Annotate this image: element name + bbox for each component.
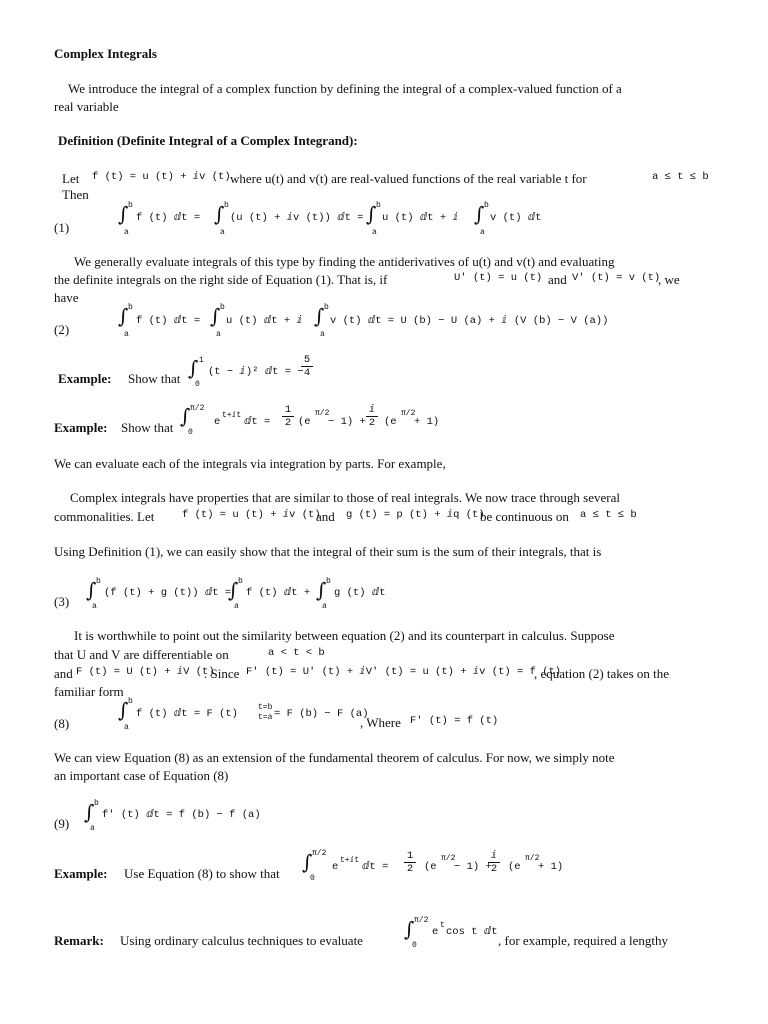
- eq3-upper-limit: b: [326, 577, 331, 586]
- def-range: a ≤ t ≤ b: [652, 171, 709, 183]
- example3-half: [404, 850, 416, 875]
- remark-rest: cos t ⅆt: [446, 926, 498, 938]
- eq1-upper-limit: b: [224, 201, 229, 210]
- example3-lower: 0: [310, 874, 315, 883]
- example3-text: Use Equation (8) to show that: [124, 866, 280, 881]
- example3-exponent: t+ⅈt: [340, 856, 360, 865]
- example1-label: Example:: [58, 371, 112, 386]
- eq3-lower-limit: a: [322, 602, 327, 611]
- parts-text: We can evaluate each of the integrals via integration by parts. For example,: [54, 456, 446, 471]
- para2-and: and: [548, 272, 567, 287]
- integral-sign: ∫: [118, 698, 129, 722]
- eq3-upper-limit: b: [238, 577, 243, 586]
- example2-paren1-end: − 1) +: [328, 416, 366, 428]
- remark-text: Using ordinary calculus techniques to evaluate: [120, 933, 363, 948]
- sum-text: Using Definition (1), we can easily show that the integral of their sum is the sum of their integrals, that is: [54, 544, 602, 559]
- integral-sign: ∫: [214, 202, 225, 226]
- similarity-line1: It is worthwhile to point out the similarity between equation (2) and its counterpart in calculus. Suppose: [74, 628, 615, 643]
- eq8-where-equation: F' (t) = f (t): [410, 715, 499, 727]
- eq2-upper-limit: b: [220, 303, 225, 312]
- eq8-eval-bottom: t=a: [258, 713, 273, 722]
- integral-sign: ∫: [84, 800, 95, 824]
- eq1-lower-limit: a: [220, 228, 225, 237]
- intro-line-1: We introduce the integral of a complex function by defining the integral of a complex-valued function of a: [68, 81, 622, 96]
- eq8-part2: = F (b) − F (a): [274, 708, 369, 720]
- page-title: Complex Integrals: [54, 46, 157, 61]
- example2-i-half: [366, 404, 378, 429]
- example3-i-half: [488, 850, 500, 875]
- example2-paren1: (e: [298, 416, 311, 428]
- example2-exp1: π/2: [315, 409, 330, 418]
- remark-label: Remark:: [54, 933, 104, 948]
- fraction-numerator: ⅈ: [366, 404, 378, 417]
- para2-line2-end: , we: [658, 272, 680, 287]
- remark-lower: 0: [412, 941, 417, 950]
- example1-lower: 0: [195, 380, 200, 389]
- example3-exp2: π/2: [525, 854, 540, 863]
- para2-line3: have: [54, 290, 79, 305]
- ftc-line1: We can view Equation (8) as an extension of the fundamental theorem of calculus. For now, we simply note: [54, 750, 615, 765]
- eq9-lower-limit: a: [90, 824, 95, 833]
- para2-line1: We generally evaluate integrals of this type by finding the antiderivatives of u(t) and v(t) and evaluating: [74, 254, 615, 269]
- example2-lower: 0: [188, 428, 193, 437]
- integral-sign: ∫: [118, 202, 129, 226]
- fraction-numerator: 1: [282, 404, 294, 417]
- eq2-part2: u (t) ⅆt + ⅈ: [226, 315, 303, 327]
- remark-exponent: t: [440, 921, 445, 930]
- similarity-F-definition: F (t) = U (t) + ⅈV (t): [76, 666, 215, 678]
- eq2-label: (2): [54, 322, 70, 337]
- example3-dt: ⅆt =: [362, 861, 389, 873]
- fraction-denominator: 4: [303, 367, 311, 379]
- integral-sign: ∫: [188, 356, 199, 380]
- properties-line2: commonalities. Let: [54, 509, 155, 524]
- intro-line-2: real variable: [54, 99, 119, 114]
- fraction-denominator: 2: [284, 417, 292, 429]
- eq1-part1: f (t) ⅆt =: [136, 212, 201, 224]
- example3-paren2-end: + 1): [538, 861, 564, 873]
- integral-sign: ∫: [228, 578, 239, 602]
- integral-sign: ∫: [210, 304, 221, 328]
- eq1-lower-limit: a: [124, 228, 129, 237]
- example2-half: [282, 404, 294, 429]
- example1-upper: 1: [199, 356, 204, 365]
- similarity-range: a < t < b: [268, 647, 325, 659]
- eq2-part3: v (t) ⅆt = U (b) − U (a) + ⅈ (V (b) − V (a)): [330, 315, 609, 327]
- example1-fraction: [301, 354, 313, 379]
- eq3-label: (3): [54, 594, 70, 609]
- def-then: Then: [62, 187, 89, 202]
- integral-sign: ∫: [366, 202, 377, 226]
- similarity-Fprime: F' (t) = U' (t) + ⅈV' (t) = u (t) + ⅈv (t) = f (t): [246, 666, 562, 678]
- eq1-lower-limit: a: [480, 228, 485, 237]
- remark-upper: π/2: [414, 916, 429, 925]
- integral-sign: ∫: [316, 578, 327, 602]
- eq2-lower-limit: a: [320, 330, 325, 339]
- fraction-denominator: 2: [406, 863, 414, 875]
- example1-integrand: (t − ⅈ)² ⅆt = −: [208, 366, 304, 378]
- properties-f-equation: f (t) = u (t) + ⅈv (t): [182, 509, 321, 521]
- remark-tail: , for example, required a lengthy: [498, 933, 669, 948]
- example2-dt: ⅆt =: [244, 416, 271, 428]
- eq9-upper-limit: b: [94, 799, 99, 808]
- def-where-text: where u(t) and v(t) are real-valued functions of the real variable t for: [230, 171, 587, 186]
- definition-heading: Definition (Definite Integral of a Complex Integrand):: [58, 133, 358, 148]
- example2-exponent: t+ⅈt: [222, 411, 242, 420]
- fraction-numerator: ⅈ: [488, 850, 500, 863]
- eq1-upper-limit: b: [376, 201, 381, 210]
- eq8-part1: f (t) ⅆt = F (t): [136, 708, 238, 720]
- integral-sign: ∫: [180, 404, 191, 428]
- eq8-label: (8): [54, 716, 70, 731]
- eq9-part: f' (t) ⅆt = f (b) − f (a): [102, 809, 261, 821]
- properties-line1: Complex integrals have properties that are similar to those of real integrals. We now trace through several: [70, 490, 620, 505]
- properties-and: and: [316, 509, 335, 524]
- integral-sign: ∫: [118, 304, 129, 328]
- example2-paren2: (e: [384, 416, 397, 428]
- def-let: Let: [62, 171, 80, 186]
- eq3-part3: g (t) ⅆt: [334, 587, 386, 599]
- example2-exp2: π/2: [401, 409, 416, 418]
- integral-sign: ∫: [474, 202, 485, 226]
- para2-U-equation: U' (t) = u (t): [454, 272, 543, 284]
- integral-sign: ∫: [314, 304, 325, 328]
- integral-sign: ∫: [86, 578, 97, 602]
- eq3-part1: (f (t) + g (t)) ⅆt =: [104, 587, 232, 599]
- example2-paren2-end: + 1): [414, 416, 440, 428]
- eq8-upper-limit: b: [128, 697, 133, 706]
- example2-text: Show that: [121, 420, 174, 435]
- para2-V-equation: V' (t) = v (t): [572, 272, 661, 284]
- eq3-upper-limit: b: [96, 577, 101, 586]
- eq1-upper-limit: b: [128, 201, 133, 210]
- properties-g-equation: g (t) = p (t) + ⅈq (t): [346, 509, 485, 521]
- example2-integrand: e: [214, 416, 221, 428]
- example2-label: Example:: [54, 420, 108, 435]
- example3-paren2: (e: [508, 861, 521, 873]
- fraction-numerator: 5: [301, 354, 313, 367]
- eq2-part1: f (t) ⅆt =: [136, 315, 201, 327]
- eq2-lower-limit: a: [216, 330, 221, 339]
- eq1-part4: v (t) ⅆt: [490, 212, 542, 224]
- eq2-upper-limit: b: [324, 303, 329, 312]
- example3-paren1: (e: [424, 861, 437, 873]
- eq1-upper-limit: b: [484, 201, 489, 210]
- ftc-line2: an important case of Equation (8): [54, 768, 229, 783]
- example3-paren1-end: − 1) +: [454, 861, 492, 873]
- fraction-numerator: 1: [404, 850, 416, 863]
- remark-integrand: e: [432, 926, 439, 938]
- fraction-denominator: 2: [490, 863, 498, 875]
- eq2-lower-limit: a: [124, 330, 129, 339]
- eq1-part3: u (t) ⅆt + ⅈ: [382, 212, 459, 224]
- eq3-lower-limit: a: [234, 602, 239, 611]
- fraction-denominator: 2: [368, 417, 376, 429]
- eq8-lower-limit: a: [124, 723, 129, 732]
- eq3-lower-limit: a: [92, 602, 97, 611]
- eq2-upper-limit: b: [128, 303, 133, 312]
- eq1-part2: (u (t) + ⅈv (t)) ⅆt =: [230, 212, 364, 224]
- eq8-eval-top: t=b: [258, 703, 273, 712]
- eq1-label: (1): [54, 220, 70, 235]
- para2-line2: the definite integrals on the right side of Equation (1). That is, if: [54, 272, 388, 287]
- eq8-where: , Where: [360, 715, 401, 730]
- example3-exp1: π/2: [441, 854, 456, 863]
- similarity-line3-end: , equation (2) takes on the: [534, 666, 670, 681]
- def-f-equation: f (t) = u (t) + ⅈv (t): [92, 171, 231, 183]
- integral-sign: ∫: [404, 917, 415, 941]
- integral-sign: ∫: [302, 850, 313, 874]
- example1-text: Show that: [128, 371, 181, 386]
- example2-upper: π/2: [190, 404, 205, 413]
- properties-range: a ≤ t ≤ b: [580, 509, 637, 521]
- properties-continuous: be continuous on: [480, 509, 569, 524]
- eq3-part2: f (t) ⅆt +: [246, 587, 311, 599]
- example3-upper: π/2: [312, 849, 327, 858]
- eq1-lower-limit: a: [372, 228, 377, 237]
- similarity-since: . Since: [204, 666, 240, 681]
- example3-integrand: e: [332, 861, 339, 873]
- eq9-label: (9): [54, 816, 70, 831]
- example3-label: Example:: [54, 866, 108, 881]
- similarity-and: and: [54, 666, 73, 681]
- similarity-line2: that U and V are differentiable on: [54, 647, 229, 662]
- similarity-line4: familiar form: [54, 684, 124, 699]
